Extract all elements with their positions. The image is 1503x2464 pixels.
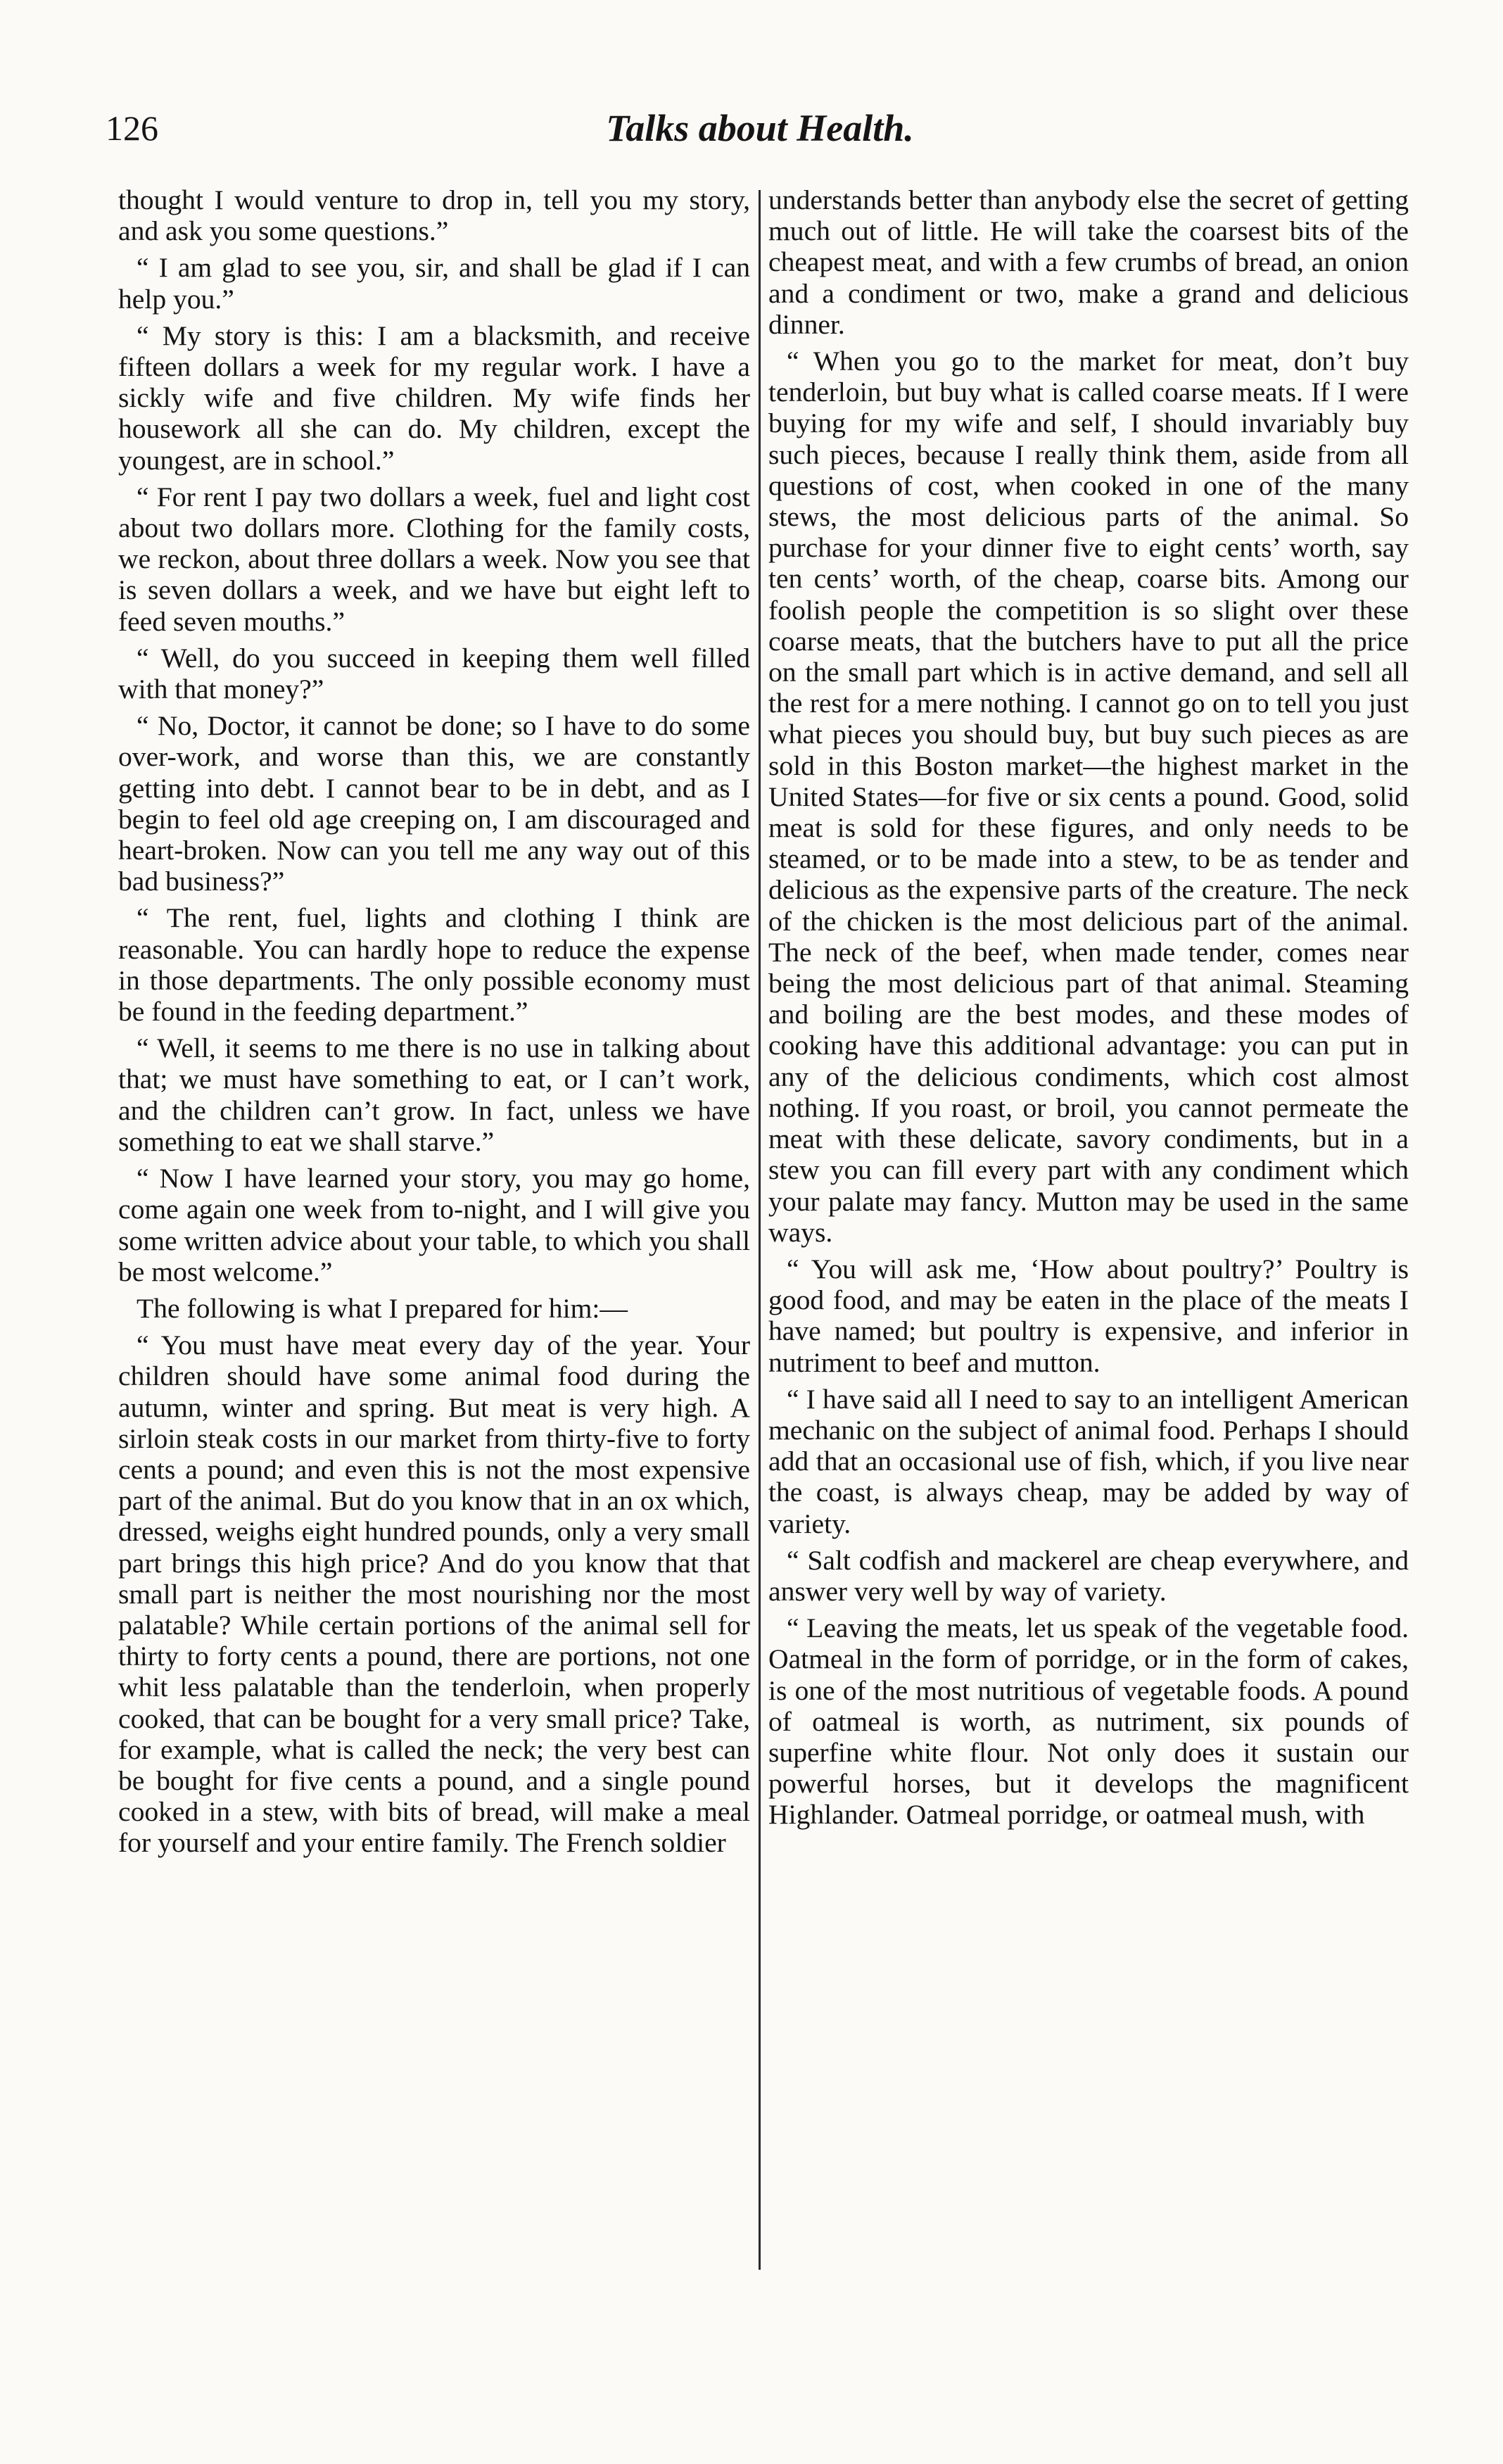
column-divider [759, 190, 761, 2270]
paragraph: “ I have said all I need to say to an intelligent American mechanic on the subject of animal food. Perhaps I should add that an occasional use of fish, which, if you live near the coast, is always cheap, may be added by way of variety. [768, 1383, 1409, 1539]
paragraph: “ The rent, fuel, lights and clothing I think are reasonable. You can hardly hope to reduce the expense in those departments. The only possible economy must be found in the feeding department.” [118, 902, 750, 1028]
paragraph: “ Well, it seems to me there is no use in talking about that; we must have something to eat, or I can’t work, and the children can’t grow. In fact, unless we have something to eat we shall starve.” [118, 1032, 750, 1157]
paragraph: “ I am glad to see you, sir, and shall be glad if I can help you.” [118, 252, 750, 315]
paragraph: “ Well, do you succeed in keeping them well filled with that money?” [118, 642, 750, 705]
paragraph: The following is what I prepared for him:— [137, 1292, 628, 1324]
paragraph: thought I would venture to drop in, tell you my story, and ask you some questions.” [118, 184, 750, 247]
paragraph: understands better than anybody else the secret of getting much out of little. He will take the coarsest bits of the cheapest meat, and with a few crumbs of bread, an onion and a condiment or two, make a grand and delicious dinner. [768, 184, 1409, 340]
paragraph: “ No, Doctor, it cannot be done; so I have to do some over-work, and worse than this, we are constantly getting into debt. I cannot bear to be in debt, and as I begin to feel old age creeping on, I am discouraged and heart-broken. Now can you tell me any way out of this bad business?” [118, 710, 750, 897]
page-number: 126 [106, 108, 158, 148]
paragraph: “ Now I have learned your story, you may go home, come again one week from to-night, and I will give you some written advice about your table, to which you shall be most welcome.” [118, 1163, 750, 1287]
left-column [118, 184, 750, 2303]
paragraph: “ For rent I pay two dollars a week, fuel and light cost about two dollars more. Clothing for the family costs, we reckon, about three dollars a week. Now you see that is seven dollars a week, and we have but eight left to feed seven mouths.” [118, 481, 750, 637]
paragraph: “ When you go to the market for meat, don’t buy tenderloin, but buy what is called coarse meats. If I were buying for my wife and self, I should invariably buy such pieces, because I really think them, aside from all questions of cost, when cooked in one of the many stews, the most delicious parts of the animal. So purchase for your dinner five to eight cents’ worth, say ten cents’ worth, of the cheap, coarse bits. Among our foolish people the competition is so slight over these coarse meats, that the butchers have to put all the price on the small part which is in active demand, and sell all the rest for a mere nothing. I cannot go on to tell you just what pieces you should buy, but buy such pieces as are sold in this Boston market—the highest market in the United States—for five or six cents a pound. Good, solid meat is sold for these figures, and only needs to be steamed, or to be made into a stew, to be as tender and delicious as the expensive parts of the creature. The neck of the chicken is the most delicious part of the animal. The neck of the beef, when made tender, comes near being the most delicious part of that animal. Steaming and boiling are the best modes, and these modes of cooking have this additional advantage: you can put in any of the delicious condiments, which cost almost nothing. If you roast, or broil, you cannot permeate the meat with these delicate, savory condiments, but in a stew you can fill every part with any condiment which your palate may fancy. Mutton may be used in the same ways. [768, 346, 1409, 1248]
paragraph: “ Salt codfish and mackerel are cheap everywhere, and answer very well by way of variety. [768, 1544, 1409, 1607]
paragraph: “ Leaving the meats, let us speak of the vegetable food. Oatmeal in the form of porridge, or in the form of cakes, is one of the most nutritious of vegetable foods. A pound of oatmeal is worth, as nutriment, six pounds of superfine white flour. Not only does it sustain our powerful horses, but it develops the magnificent Highlander. Oatmeal porridge, or oatmeal mush, with [768, 1612, 1409, 1831]
page-header [106, 106, 1414, 162]
paragraph: “ You must have meat every day of the year. Your children should have some animal food during the autumn, winter and spring. But meat is very high. A sirloin steak costs in our market from thirty-five to forty cents a pound; and even this is not the most expensive part of the animal. But do you know that in an ox which, dressed, weighs eight hundred pounds, only a very small part brings this high price? And do you know that that small part is neither the most nourishing nor the most palatable? While certain portions of the animal sell for thirty to forty cents a pound, there are portions, not one whit less palatable than the tenderloin, when properly cooked, that can be bought for a very small price? Take, for example, what is called the neck; the very best can be bought for five cents a pound, and a single pound cooked in a stew, with bits of bread, will make a meal for yourself and your entire family. The French soldier [118, 1329, 750, 1859]
paragraph: “ You will ask me, ‘How about poultry?’ Poultry is good food, and may be eaten in the place of the meats I have named; but poultry is expensive, and inferior in nutriment to beef and mutton. [768, 1253, 1409, 1378]
running-title: Talks about Health. [606, 107, 914, 149]
right-column [768, 184, 1409, 2303]
paragraph: “ My story is this: I am a blacksmith, and receive fifteen dollars a week for my regular work. I have a sickly wife and five children. My wife finds her housework all she can do. My children, except the youngest, are in school.” [118, 320, 750, 476]
